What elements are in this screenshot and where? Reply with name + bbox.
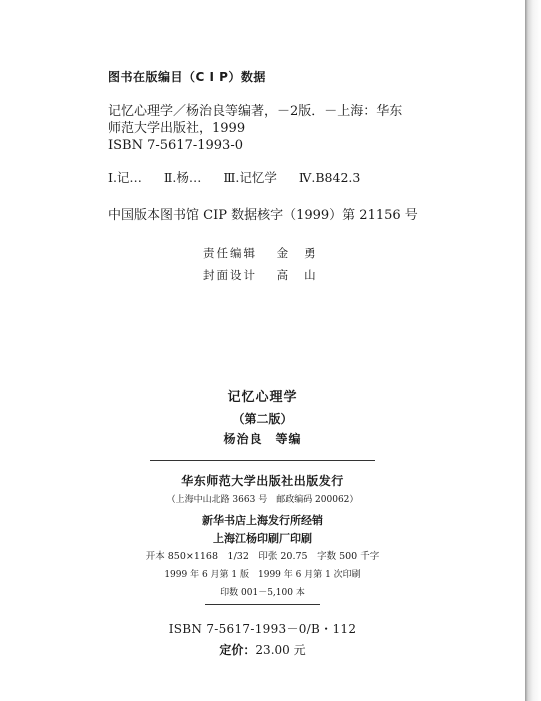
distributor: 新华书店上海发行所经销 — [202, 514, 323, 527]
page-edge-shadow — [525, 0, 541, 701]
classification-item: Ⅱ.杨… — [163, 170, 202, 185]
book-authors: 杨治良 等编 — [223, 432, 302, 446]
edition-dates: 1999 年 6 月第 1 版 1999 年 6 月第 1 次印刷 — [164, 570, 361, 580]
divider-top — [150, 460, 375, 461]
price-value: 23.00 元 — [255, 643, 306, 657]
book-edition: （第二版） — [232, 412, 293, 426]
cip-line-2: 师范大学出版社，1999 — [108, 121, 246, 136]
cip-approval-number: 中国版本图书馆 CIP 数据核字（1999）第 21156 号 — [108, 208, 418, 223]
classification-item: Ⅳ.B842.3 — [298, 170, 361, 185]
isbn-full: ISBN 7-5617-1993－0/B・112 — [168, 622, 357, 636]
cip-record — [108, 103, 488, 154]
cip-classification — [108, 168, 488, 186]
price-label: 定价： — [219, 643, 256, 657]
cip-title: 图书在版编目（C I P）数据 — [108, 70, 266, 84]
cip-block — [108, 68, 488, 223]
editor-label: 责任编辑 — [203, 246, 257, 260]
price — [0, 641, 525, 658]
cip-line-1: 记忆心理学／杨治良等编著，－2版．－上海：华东 — [108, 104, 403, 119]
book-title: 记忆心理学 — [227, 390, 298, 405]
publisher-address: （上海中山北路 3663 号 邮政编码 200062） — [166, 495, 359, 505]
classification-item: Ⅲ.记忆学 — [223, 170, 277, 185]
publisher: 华东师范大学出版社出版发行 — [181, 474, 344, 488]
book-format: 开本 850×1168 1/32 印张 20.75 字数 500 千字 — [145, 551, 380, 562]
editor-name: 金勇 — [276, 246, 332, 260]
staff-credits — [203, 242, 332, 286]
printer: 上海江杨印刷厂印刷 — [213, 532, 312, 545]
editor-credit — [203, 242, 332, 264]
cover-design-credit — [203, 264, 332, 286]
cover-designer-name: 高山 — [276, 268, 332, 282]
divider-bottom — [205, 604, 320, 605]
classification-item: Ⅰ.记… — [108, 170, 142, 185]
print-run: 印数 001－5,100 本 — [220, 588, 305, 598]
cip-line-3: ISBN 7-5617-1993-0 — [108, 138, 243, 153]
cover-design-label: 封面设计 — [203, 268, 257, 282]
